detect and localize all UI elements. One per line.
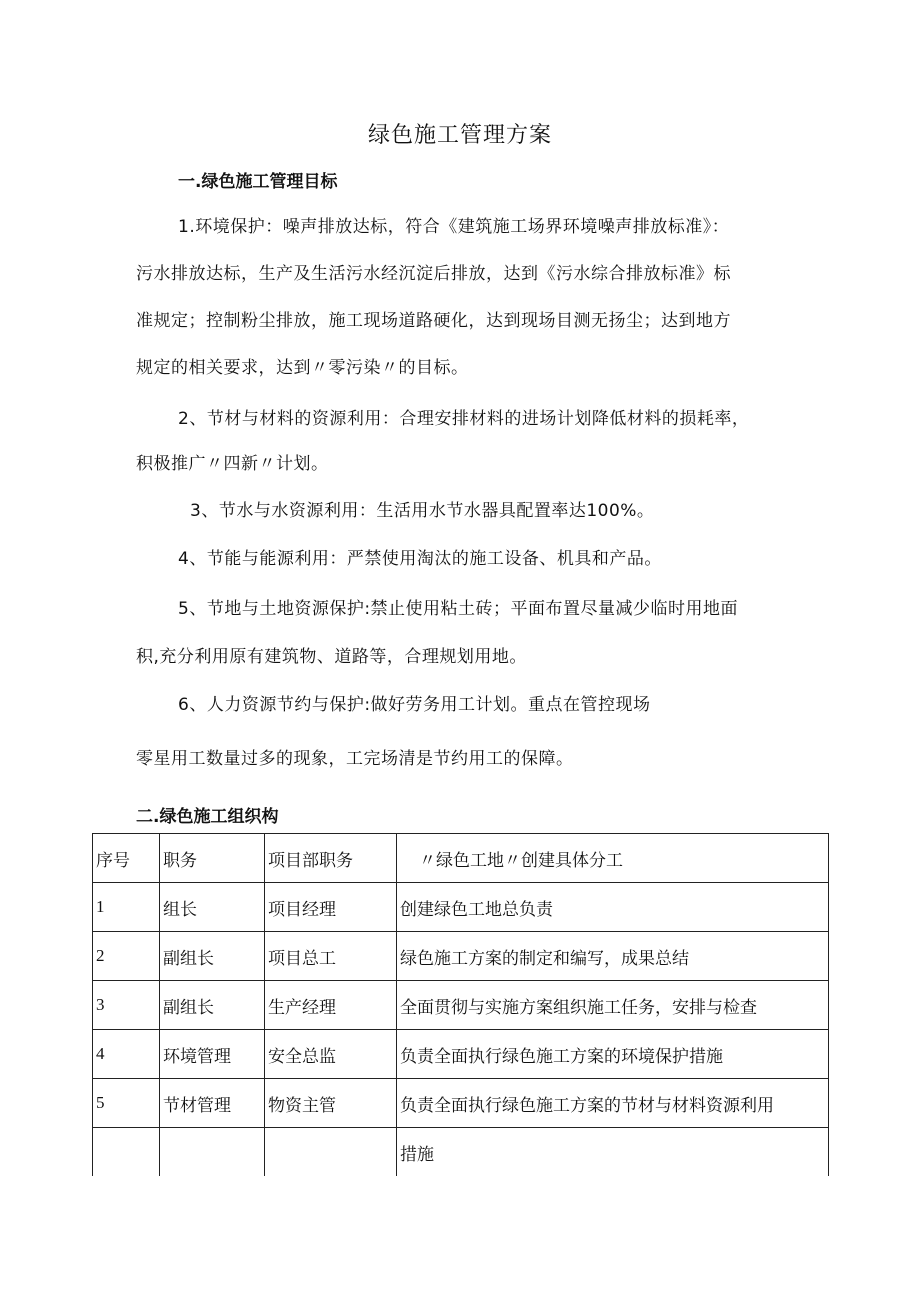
goal-1-line-3: 准规定；控制粉尘排放，施工现场道路硬化，达到现场目测无扬尘；达到地方 [136, 311, 731, 331]
table-cell: 项目经理 [265, 883, 397, 932]
table-header-row [93, 834, 829, 883]
goal-5-line-1: 5、节地与土地资源保护:禁止使用粘土砖；平面布置尽量减少临时用地面 [178, 599, 739, 619]
table-cell: 负责全面执行绿色施工方案的节材与材料资源利用 [397, 1079, 829, 1128]
goal-4: 4、节能与能源利用：严禁使用淘汰的施工设备、机具和产品。 [178, 549, 662, 569]
table-cell: 绿色施工方案的制定和编写，成果总结 [397, 932, 829, 981]
organization-table [92, 833, 829, 1176]
table-cell: 组长 [160, 883, 265, 932]
goal-6-continuation: 零星用工数量过多的现象，工完场清是节约用工的保障。 [136, 749, 574, 769]
table-row [93, 1079, 829, 1128]
table-cell: 措施 [397, 1128, 829, 1177]
goal-1-line-2: 污水排放达标，生产及生活污水经沉淀后排放，达到《污水综合排放标准》标 [136, 264, 731, 284]
section-heading-organization: 二.绿色施工组织构 [136, 807, 279, 827]
table-cell [265, 1128, 397, 1177]
table-cell: 4 [93, 1030, 160, 1079]
table-cell: 创建绿色工地总负责 [397, 883, 829, 932]
header-cell-role: 职务 [160, 834, 265, 883]
header-cell-duty: 〃绿色工地〃创建具体分工 [397, 834, 829, 883]
goal-1-line-4: 规定的相关要求，达到〃零污染〃的目标。 [136, 358, 469, 378]
document-title: 绿色施工管理方案 [367, 123, 552, 148]
table-cell: 5 [93, 1079, 160, 1128]
table-row [93, 932, 829, 981]
table-cell: 2 [93, 932, 160, 981]
table-cell: 全面贯彻与实施方案组织施工任务，安排与检查 [397, 981, 829, 1030]
goal-2-line-1: 2、节材与材料的资源利用：合理安排材料的进场计划降低材料的损耗率， [178, 409, 750, 429]
table-cell: 生产经理 [265, 981, 397, 1030]
section-heading-goals: 一.绿色施工管理目标 [178, 172, 338, 192]
table-cell: 副组长 [160, 981, 265, 1030]
goal-3: 3、节水与水资源利用：生活用水节水器具配置率达100%。 [190, 501, 655, 521]
table-cell: 环境管理 [160, 1030, 265, 1079]
table-row [93, 883, 829, 932]
table-cell: 安全总监 [265, 1030, 397, 1079]
goal-1-line-1: 1.环境保护：噪声排放达标，符合《建筑施工场界环境噪声排放标准》： [178, 217, 730, 237]
table-cell [93, 1128, 160, 1177]
goal-2-line-2: 积极推广〃四新〃计划。 [136, 454, 329, 474]
table-cell: 物资主管 [265, 1079, 397, 1128]
table-cell: 1 [93, 883, 160, 932]
header-cell-index: 序号 [93, 834, 160, 883]
table-cell: 3 [93, 981, 160, 1030]
table-row [93, 981, 829, 1030]
table-cell: 负责全面执行绿色施工方案的环境保护措施 [397, 1030, 829, 1079]
table-cell: 节材管理 [160, 1079, 265, 1128]
table-row [93, 1128, 829, 1177]
table-cell: 项目总工 [265, 932, 397, 981]
table-cell [160, 1128, 265, 1177]
header-cell-project-role: 项目部职务 [265, 834, 397, 883]
goal-5-line-2: 积,充分利用原有建筑物、道路等，合理规划用地。 [136, 647, 527, 667]
goal-6: 6、人力资源节约与保护:做好劳务用工计划。重点在管控现场 [178, 695, 651, 715]
table-row [93, 1030, 829, 1079]
table-cell: 副组长 [160, 932, 265, 981]
